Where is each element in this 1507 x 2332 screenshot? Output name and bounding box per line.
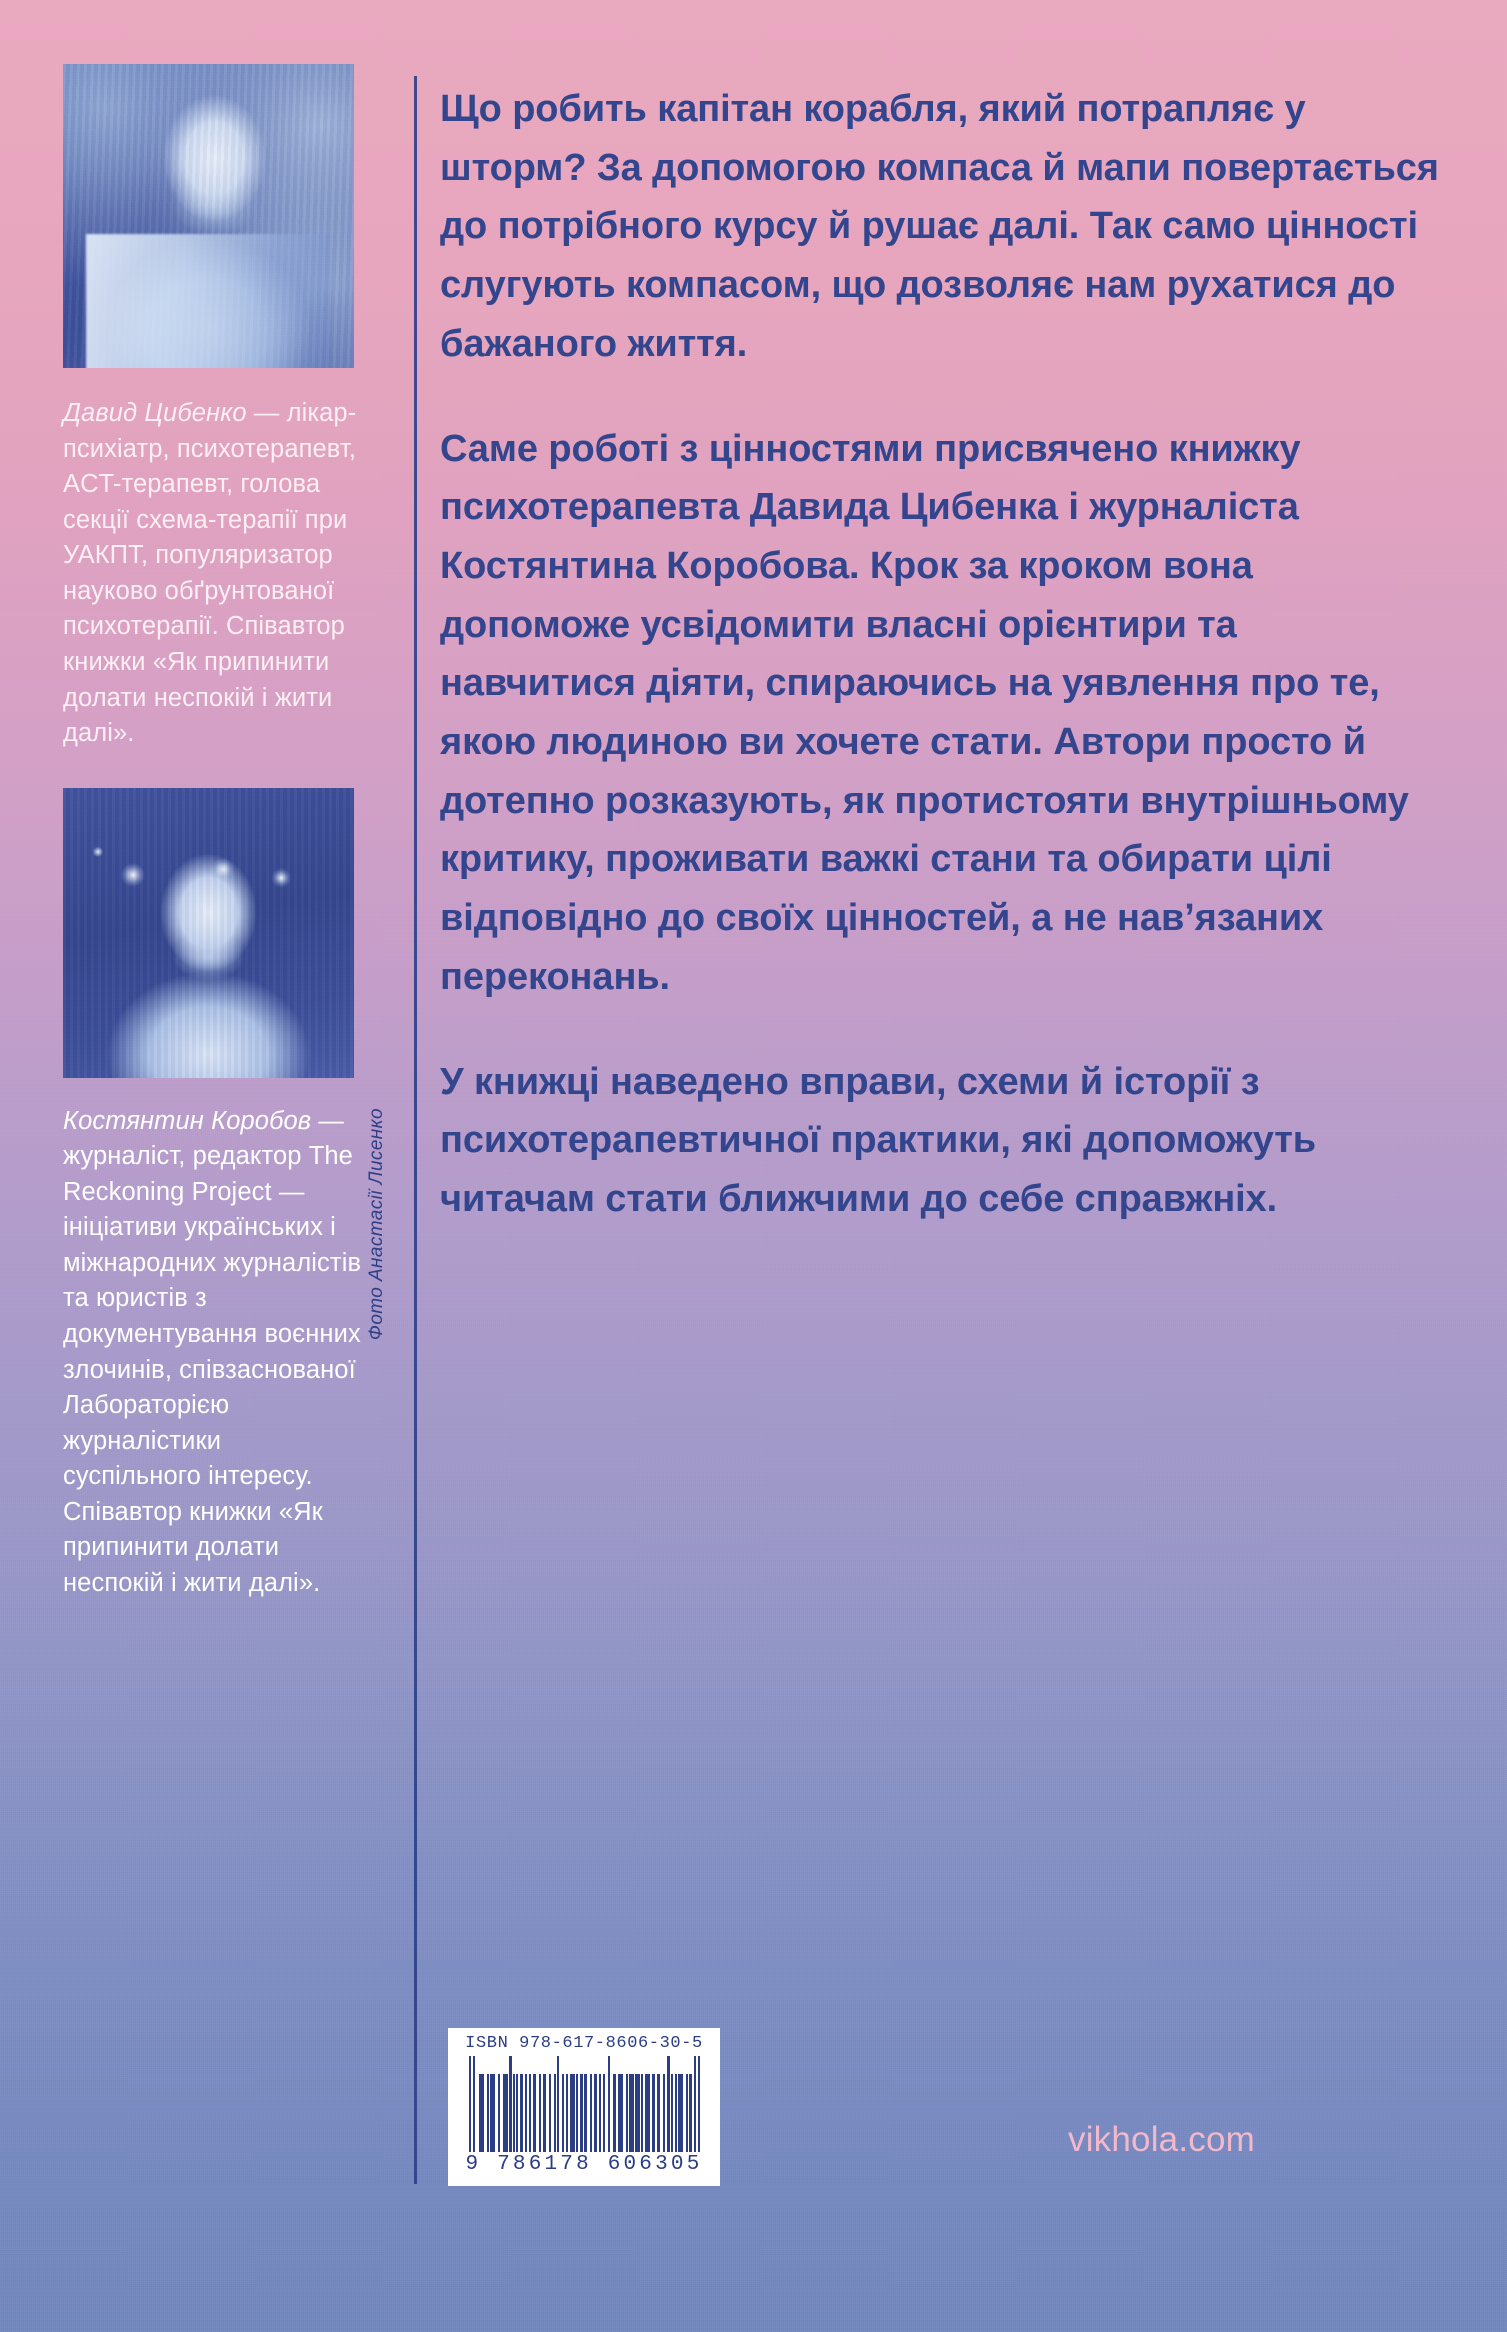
blurb-paragraph-3: У книжці наведено вправи, схеми й історії з психотерапевтичної практики, які допоможуть читачам стати ближчими до себе справжніх. (440, 1060, 1316, 1220)
isbn-barcode (448, 2028, 720, 2186)
author-name-kostiantyn-korobov: Костянтин Коробов (63, 1106, 312, 1135)
authors-column (63, 64, 363, 1627)
author-name-davyd-tsybenko: Давид Цибенко (63, 399, 247, 427)
author-bio-text-davyd-tsybenko: — лікар-психіатр, психотерапевт, ACT-терапевт, голова секції схема-терапії при УАКПТ, популяризатор науково обґрунтованої психотерапії. Співавтор книжки «Як припинити долати неспокій і жити далі». (63, 399, 357, 748)
photo-credit: Фото Анастасії Лисенко (366, 1108, 387, 1341)
author-photo-davyd-tsybenko (63, 64, 354, 368)
barcode-digits: 9 786178 606305 (465, 2153, 703, 2176)
vertical-divider (414, 76, 417, 2184)
duotone-portrait-image-2 (63, 788, 354, 1078)
author-bio-davyd-tsybenko (63, 396, 363, 752)
isbn-label: ISBN 978-617-8606-30-5 (465, 2034, 703, 2053)
publisher-website: vikhola.com (1068, 2120, 1255, 2159)
blurb-paragraph-1: Що робить капітан корабля, який потрапляє у шторм? За допомогою компаса й мапи повертається до потрібного курсу й рушає далі. Так само цінності слугують компасом, що дозволяє нам рухатися до бажаного життя. (440, 88, 1439, 365)
author-bio-text-kostiantyn-korobov: — журналіст, редактор The Reckoning Project — ініціативи українських і міжнародних журналістів та юристів з документування воєнних злочинів, співзаснованої Лабораторією журналістики суспільного інтересу. Співавтор книжки «Як припинити долати неспокій і жити далі». (63, 1106, 362, 1597)
barcode-bars (469, 2056, 700, 2152)
author-bio-kostiantyn-korobov (63, 1104, 363, 1602)
blurb-paragraph-2: Саме роботі з цінностями присвячено книжку психотерапевта Давида Цибенка і журналіста Костянтина Коробова. Крок за кроком вона допоможе усвідомити власні орієнтири та навчитися діяти, спираючись на уявлення про те, якою людиною ви хочете стати. Автори просто й дотепно розказують, як протистояти внутрішньому критику, проживати важкі стани та обирати цілі відповідно до своїх цінностей, а не нав’язаних переконань. (440, 427, 1409, 998)
blurb-column (440, 80, 1440, 1229)
author-photo-kostiantyn-korobov (63, 788, 354, 1078)
duotone-portrait-image (63, 64, 354, 368)
